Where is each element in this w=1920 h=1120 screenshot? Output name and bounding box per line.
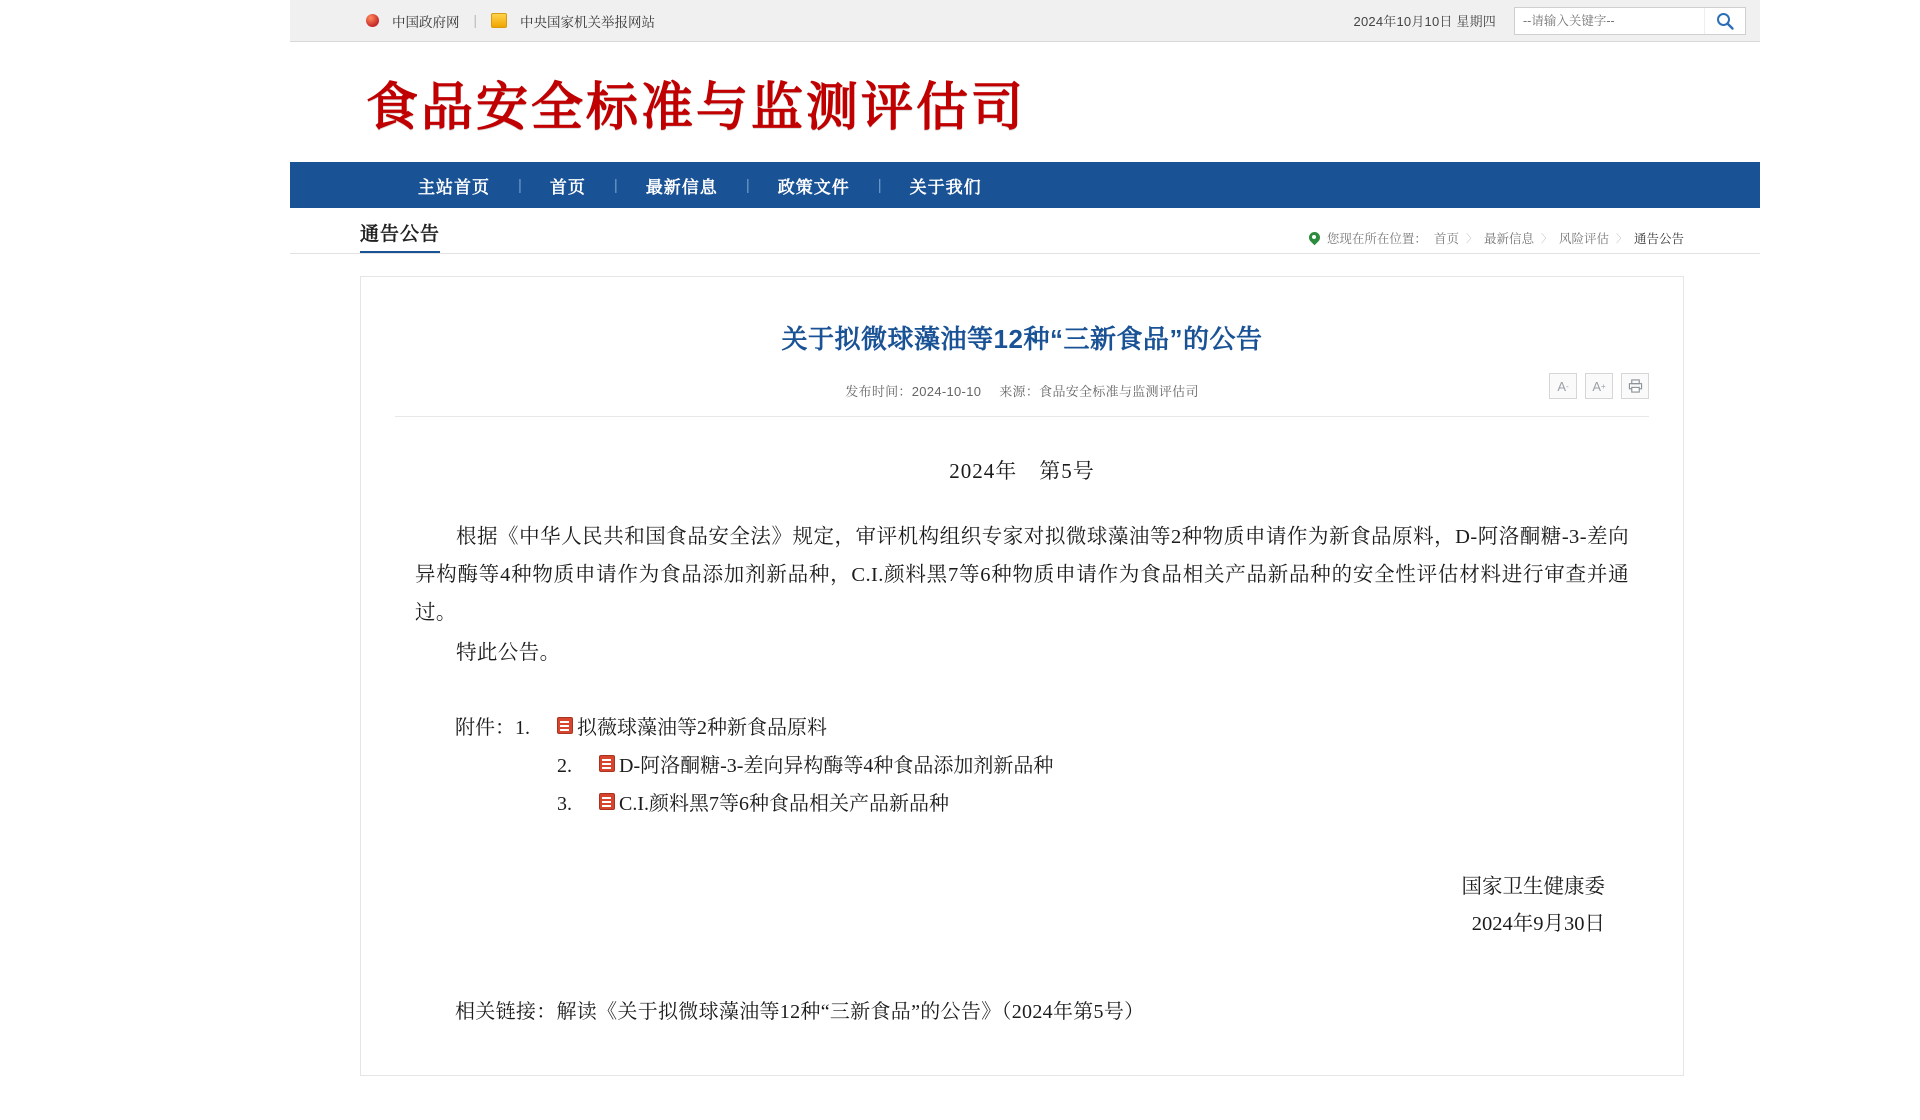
article-tools	[1549, 373, 1649, 399]
link-gov-portal[interactable]: 中国政府网	[392, 14, 460, 30]
attachments-first-line	[415, 709, 1629, 747]
page-title: 通告公告	[360, 219, 440, 253]
attachment-link-3[interactable]: C.I.颜料黑7等6种食品相关产品新品种	[619, 793, 949, 816]
attachment-number: 3.	[557, 793, 572, 816]
article-meta	[845, 381, 1199, 400]
signature-block	[415, 869, 1629, 943]
top-bar-right	[1354, 7, 1746, 35]
publish-label: 发布时间：	[845, 384, 912, 400]
font-smaller-button[interactable]: A -	[1549, 373, 1577, 399]
nav-separator: |	[877, 176, 882, 194]
link-report-site[interactable]: 中央国家机关举报网站	[520, 14, 656, 30]
attachment-number: 1.	[515, 717, 530, 740]
breadcrumb-item-latest-info[interactable]: 最新信息	[1483, 232, 1534, 246]
nav-separator: |	[518, 176, 522, 194]
breadcrumb-item-current: 通告公告	[1633, 232, 1684, 246]
attachments-block	[415, 709, 1629, 823]
search-icon	[1715, 11, 1735, 31]
article-meta-row	[395, 378, 1649, 417]
attachment-link-1[interactable]: 拟薇球藻油等2种新食品原料	[577, 717, 827, 740]
breadcrumb-arrow: 〉	[1465, 233, 1477, 245]
top-bar-separator: |	[473, 13, 478, 28]
breadcrumb-item-home[interactable]: 首页	[1433, 232, 1459, 246]
print-button[interactable]	[1621, 373, 1649, 399]
site-title: 食品安全标准与监测评估司	[366, 78, 1027, 137]
nav-item-about-us[interactable]: 关于我们	[909, 177, 982, 197]
search-input[interactable]	[1515, 8, 1704, 34]
breadcrumb-row	[290, 208, 1760, 254]
main-nav	[290, 162, 1760, 208]
source-label: 来源：	[999, 384, 1040, 400]
nav-item-latest-info[interactable]: 最新信息	[645, 177, 718, 197]
current-date: 2024年10月10日 星期四	[1353, 14, 1496, 29]
list-item	[557, 785, 1629, 823]
article-body	[395, 455, 1649, 1023]
printer-icon	[1628, 379, 1643, 393]
article-title: 关于拟微球藻油等12种“三新食品”的公告	[781, 324, 1263, 354]
article-card	[360, 276, 1684, 1076]
document-number: 2024年 第5号	[949, 459, 1095, 484]
top-bar-links	[366, 11, 655, 31]
pdf-icon	[599, 793, 615, 810]
publish-time: 2024-10-10	[911, 384, 982, 400]
top-bar	[290, 0, 1760, 42]
search-box[interactable]	[1514, 7, 1746, 35]
signature-organization: 国家卫生健康委	[1461, 876, 1605, 899]
related-link[interactable]: 解读《关于拟微球藻油等12种“三新食品”的公告》（2024年第5号）	[556, 1000, 1145, 1023]
site-banner	[290, 42, 1760, 162]
nav-separator: |	[613, 176, 618, 194]
breadcrumb-arrow: 〉	[1540, 233, 1552, 245]
gov-seal-icon	[366, 14, 379, 27]
attachments-label: 附件：	[455, 717, 515, 740]
page-container	[290, 0, 1760, 1120]
font-larger-button[interactable]: A +	[1585, 373, 1613, 399]
signature-date: 2024年9月30日	[1471, 912, 1605, 935]
pdf-icon	[557, 717, 573, 734]
related-label: 相关链接：	[455, 1000, 557, 1023]
source-value: 食品安全标准与监测评估司	[1039, 384, 1199, 400]
nav-item-main-home[interactable]: 主站首页	[418, 177, 490, 197]
attachment-link-2[interactable]: D-阿洛酮糖-3-差向异构酶等4种食品添加剂新品种	[619, 755, 1054, 778]
attachment-number: 2.	[557, 755, 572, 778]
nav-separator: |	[745, 176, 750, 194]
nav-item-policy-docs[interactable]: 政策文件	[777, 177, 850, 197]
paragraph: 特此公告。	[456, 642, 561, 665]
breadcrumb-prefix: 您现在所在位置：	[1326, 232, 1427, 246]
pdf-icon	[599, 755, 615, 772]
breadcrumb-arrow: 〉	[1615, 233, 1627, 245]
attachments-list	[557, 747, 1629, 823]
breadcrumb-item-risk-assessment[interactable]: 风险评估	[1558, 232, 1609, 246]
report-flag-icon	[491, 13, 507, 28]
related-link-row	[415, 995, 1629, 1024]
search-button[interactable]	[1704, 8, 1745, 34]
paragraph: 根据《中华人民共和国食品安全法》规定，审评机构组织专家对拟微球藻油等2种物质申请作为新食品原料，D-阿洛酮糖-3-差向异构酶等4种物质申请作为食品添加剂新品种，C.I.颜料黑7等6种物质申请作为食品相关产品新品种的安全性评估材料进行审查并通过。	[415, 526, 1629, 625]
breadcrumb	[1309, 229, 1684, 253]
list-item	[557, 747, 1629, 785]
location-pin-icon	[1309, 232, 1320, 245]
nav-item-home[interactable]: 首页	[549, 177, 586, 197]
